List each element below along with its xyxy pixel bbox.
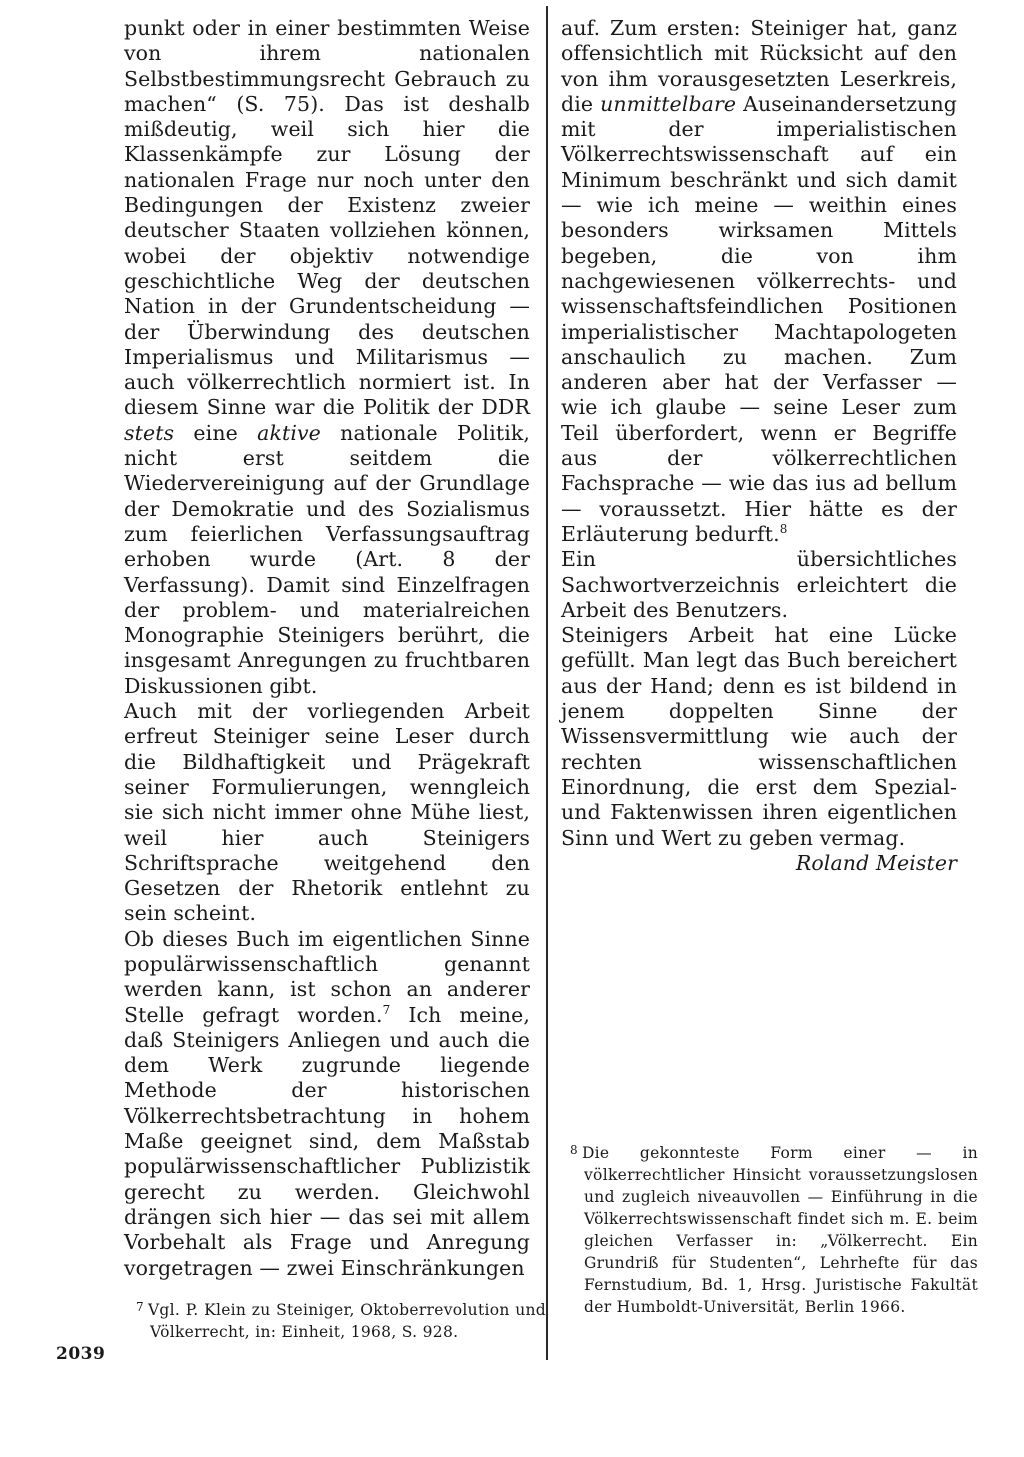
left-p1-text-a: punkt oder in einer bestimmten Weise von ihrem nationalen Selbstbestimmungsrecht Gebrauch zu machen“ (S. 75). Das ist deshalb mißdeutig, weil sich hier die Klassenkämpfe zur Lösung der nationalen Frage nur noch unter den Bedingungen der Existenz zweier deutscher Staaten vollziehen können, wobei der objektiv notwendige geschichtliche Weg der deutschen Nation in der Grundentscheidung — der Überwindung des deutschen Imperialismus und Militarismus — auch völkerrechtlich normiert ist. In diesem Sinne war die Politik der DDR	[124, 16, 530, 420]
footnote-7-text: Vgl. P. Klein zu Steiniger, Oktoberrevolution und Völkerrecht, in: Einheit, 1968, S. 928.	[147, 1301, 546, 1341]
footnote-ref-8[interactable]: 8	[779, 521, 788, 536]
right-paragraph-2: Ein übersichtliches Sachwortverzeichnis erleichtert die Arbeit des Benutzers.	[561, 547, 957, 622]
right-p1-text-b: Auseinandersetzung mit der imperialistischen Völkerrechtswissenschaft auf ein Minimum beschränkt und sich damit — wie ich meine — weithin eines besonders wirksamen Mittels begeben, die von ihm nachgewiesenen völkerrechts- und wissenschaftsfeindlichen Positionen imperialistischer Machtapologeten anschaulich zu machen. Zum anderen aber hat der Verfasser — wie ich glaube — seine Leser zum Teil überfordert, wenn er Begriffe aus der völkerrechtlichen Fachsprache — wie das ius ad bellum — voraussetzt. Hier hätte es der Erläuterung bedurft.	[561, 91, 957, 546]
page-number: 2039	[56, 1344, 106, 1364]
left-paragraph-3	[124, 927, 530, 1281]
footnote-8	[570, 1139, 978, 1318]
right-p1-emphasis-unmittelbare: unmittelbare	[600, 91, 737, 116]
left-p3-text-a: Ob dieses Buch im eigentlichen Sinne populärwissenschaftlich genannt werden kann, ist schon an anderer Stelle gefragt worden.	[124, 926, 530, 1027]
left-p3-text-b: Ich meine, daß Steinigers Anliegen und auch die dem Werk zugrunde liegende Methode der historischen Völkerrechtsbetrachtung in hohem Maße geeignet sind, dem Maßstab populärwissenschaftlicher Publizistik gerecht zu werden. Gleichwohl drängen sich hier — das sei mit allem Vorbehalt als Frage und Anregung vorgetragen — zwei Einschränkungen	[124, 1002, 530, 1280]
right-paragraph-1	[561, 16, 957, 547]
footnote-7-number: 7	[136, 1300, 144, 1314]
right-p1-text-a: auf. Zum ersten: Steiniger hat, ganz offensichtlich mit Rücksicht auf den von ihm vorausgesetzten Leserkreis, die	[561, 16, 957, 116]
column-divider	[546, 6, 548, 1360]
footnote-7	[136, 1296, 546, 1343]
footnote-8-number: 8	[570, 1143, 578, 1157]
footnote-8-text: Die gekonnteste Form einer — in völkerrechtlicher Hinsicht voraussetzungslosen und zugleich niveauvollen — Einführung in die Völkerrechtswissenschaft findet sich m. E. beim gleichen Verfasser in: „Völkerrecht. Ein Grundriß für Studenten“, Lehrhefte für das Fernstudium, Bd. 1, Hrsg. Juristische Fakultät der Humboldt-Universität, Berlin 1966.	[581, 1144, 978, 1316]
right-paragraph-3: Steinigers Arbeit hat eine Lücke gefüllt. Man legt das Buch bereichert aus der Hand; denn es ist bildend in jenem doppelten Sinne der Wissensvermittlung wie auch der rechten wissenschaftlichen Einordnung, die erst dem Spezial- und Faktenwissen ihren eigentlichen Sinn und Wert zu geben vermag.	[561, 623, 957, 850]
left-paragraph-1	[124, 16, 530, 699]
left-p1-emphasis-stets: stets	[124, 420, 175, 445]
left-p1-text-b: eine	[174, 420, 258, 445]
right-column	[561, 16, 957, 876]
author-signature: Roland Meister	[795, 850, 957, 875]
left-p1-text-c: nationale Politik, nicht erst seitdem die Wiedervereinigung auf der Grundlage der Demokratie und des Sozialismus zum feierlichen Verfassungsauftrag erhoben wurde (Art. 8 der Verfassung). Damit sind Einzelfragen der problem- und materialreichen Monographie Steinigers berührt, die insgesamt Anregungen zu fruchtbaren Diskussionen gibt.	[124, 420, 530, 698]
left-paragraph-2: Auch mit der vorliegenden Arbeit erfreut Steiniger seine Leser durch die Bildhaftigkeit und Prägekraft seiner Formulierungen, wenngleich sie sich nicht immer ohne Mühe liest, weil hier auch Steinigers Schriftsprache weitgehend den Gesetzen der Rhetorik entlehnt zu sein scheint.	[124, 699, 530, 926]
left-column	[124, 16, 530, 1281]
footnote-ref-7[interactable]: 7	[382, 1002, 391, 1017]
left-p1-emphasis-aktive: aktive	[257, 420, 321, 445]
